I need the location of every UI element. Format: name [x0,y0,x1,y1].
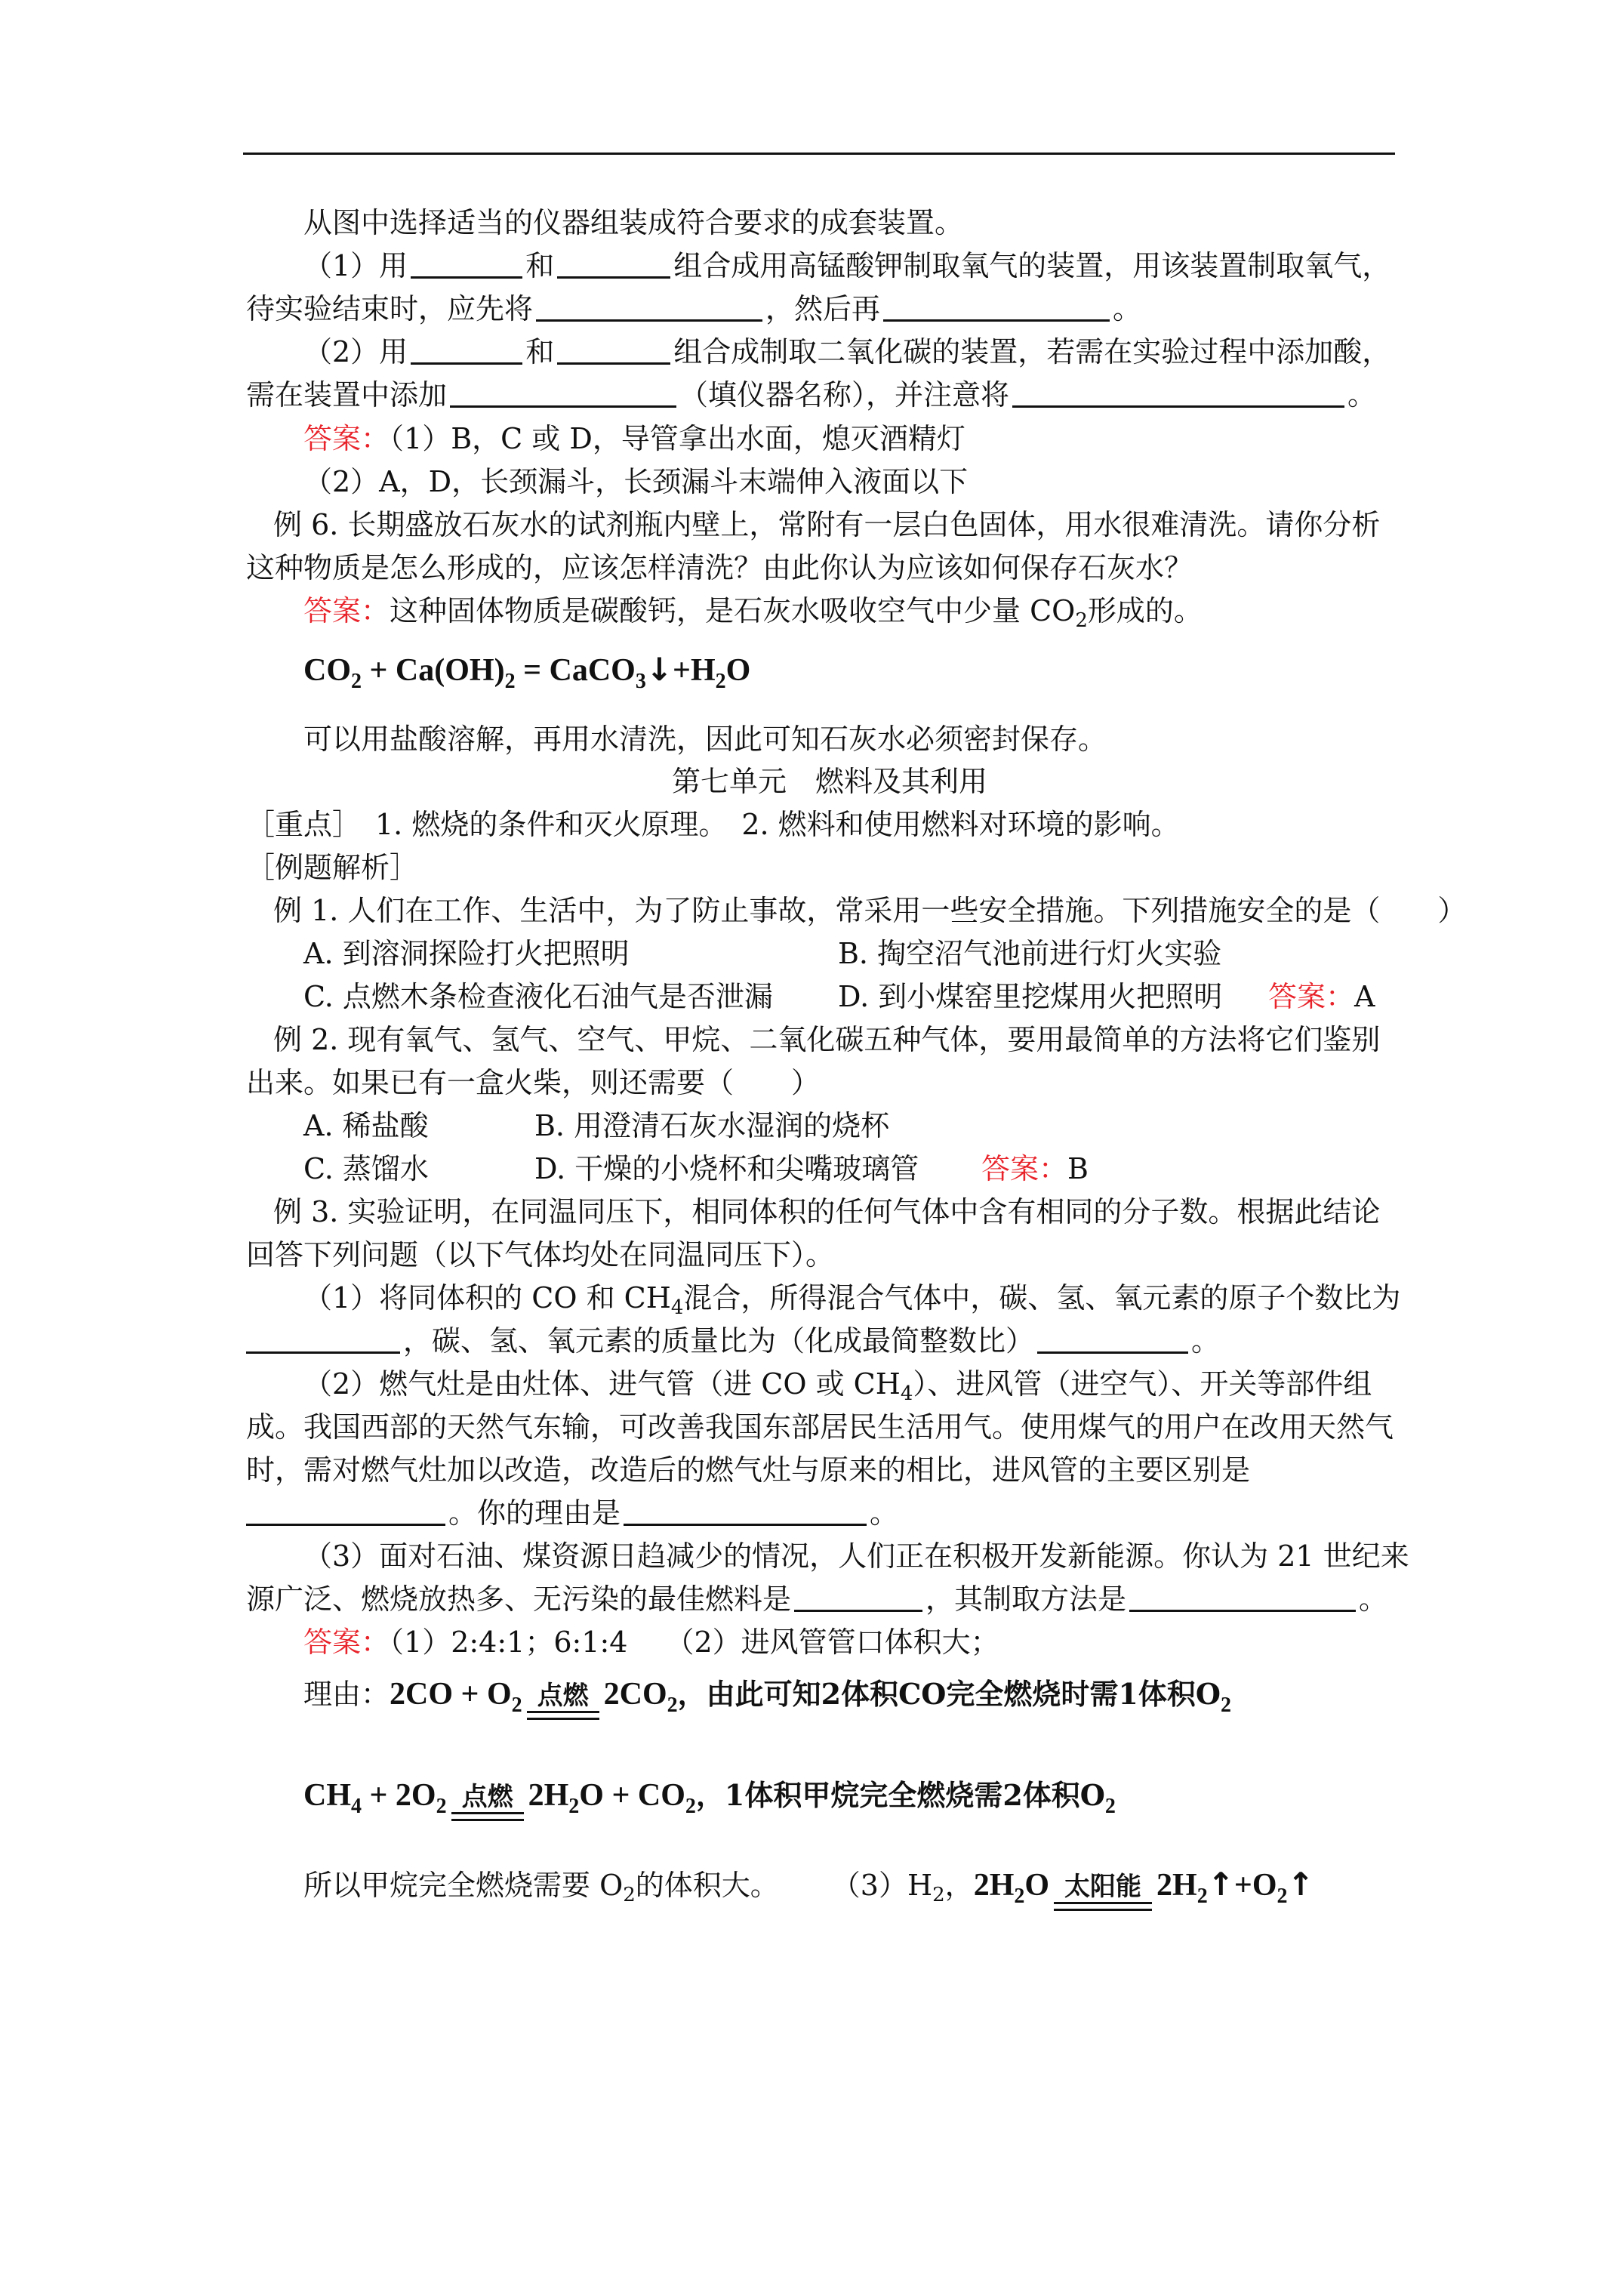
blank[interactable] [557,246,670,279]
q2-line2: 需在装置中添加 （填仪器名称），并注意将 。 [246,373,1376,417]
option-d: D. 干燥的小烧杯和尖嘴玻璃管 [534,1152,919,1185]
option-a: A. 到溶洞探险打火把照明 [303,937,630,970]
example-6-tail: 可以用盐酸溶解，再用水清洗，因此可知石灰水必须密封保存。 [303,723,1107,756]
option-c: C. 点燃木条检查液化石油气是否泄漏 [303,980,773,1013]
example-3-q2-line4: 。你的理由是 。 [246,1491,898,1535]
answer-line: （2）A，D，长颈漏斗，长颈漏斗末端伸入液面以下 [303,465,969,498]
example-3-line1: 例 3. 实验证明，在同温同压下，相同体积的任何气体中含有相同的分子数。根据此结论 [273,1195,1381,1228]
example-3-q1-line2: ，碳、氢、氧元素的质量比为（化成最简整数比） 。 [246,1319,1220,1363]
blank[interactable] [794,1579,922,1612]
reaction-condition: 太阳能 [1054,1872,1152,1922]
example-3-q2-line2: 成。我国西部的天然气东输，可改善我国东部居民生活用气。使用煤气的用户在改用天然气 [246,1410,1394,1444]
example-3-q1-line1: （1）将同体积的 CO 和 $CH_4$混合，所得混合气体中，碳、氢、氧元素的原子个数比为 [303,1281,1401,1319]
equals-bar [527,1711,599,1720]
blank[interactable] [411,246,522,279]
equals-bar [1054,1902,1152,1911]
example-3-q3-line2: 源广泛、燃烧放热多、无污染的最佳燃料是 ，其制取方法是 。 [246,1577,1387,1621]
answer-line: 答案：A [1268,980,1375,1013]
option-b: B. 用澄清石灰水湿润的烧杯 [534,1109,890,1142]
key-points: ［重点］ 1. 燃烧的条件和灭火原理。 2. 燃料和使用燃料对环境的影响。 [246,808,1180,841]
example-2-line2: 出来。如果已有一盒火柴，则还需要（ ） [246,1066,821,1099]
equals-bar [451,1812,524,1821]
blank[interactable] [624,1493,867,1526]
blank[interactable] [246,1493,445,1526]
blank[interactable] [557,332,670,365]
option-c: C. 蒸馏水 [303,1152,429,1185]
reason-equation-1: 理由：$2CO + O_2$ 点燃 $2CO_2$，由此可知2体积CO完全燃烧时需1体积$O_2$ [303,1657,1231,1732]
example-3-q2-line1: （2）燃气灶是由灶体、进气管（进 CO 或 $CH_4$）、进风管（进空气）、开关等部件组 [303,1367,1372,1405]
header-rule [243,153,1395,155]
unit-title: 第七单元 燃料及其利用 [672,765,988,798]
answer-line: 答案：（1）B，C 或 D，导管拿出水面，熄灭酒精灯 [303,422,965,455]
final-answer-line: 所以甲烷完全燃烧需要 $O_2$的体积大。 $(3)H_2$，$2H_2O$ 太阳能 $2H_2↑+O_2↑$ [303,1847,1314,1922]
example-3-q3-line1: （3）面对石油、煤资源日趋减少的情况，人们正在积极开发新能源。你认为 21 世纪来 [303,1539,1409,1573]
option-b: B. 掏空沼气池前进行灯火实验 [838,937,1222,970]
precipitate-arrow: ↓ [645,651,673,688]
intro-line: 从图中选择适当的仪器组装成符合要求的成套装置。 [303,206,964,239]
answer-line: 答案：这种固体物质是碳酸钙，是石灰水吸收空气中少量 $CO_2$形成的。 [303,594,1203,632]
blank[interactable] [1037,1321,1188,1354]
example-1-stem: 例 1. 人们在工作、生活中，为了防止事故，常采用一些安全措施。下列措施安全的是（ ） [273,894,1467,927]
q1-line2: 待实验结束时，应先将 ，然后再 。 [246,287,1141,331]
example-3-q2-line3: 时，需对燃气灶加以改造，改造后的燃气灶与原来的相比，进风管的主要区别是 [246,1453,1251,1487]
reaction-condition: 点燃 [527,1681,599,1730]
option-d: D. 到小煤窑里挖煤用火把照明 [838,980,1223,1013]
blank[interactable] [1129,1579,1356,1612]
answer-line: 答案：B [981,1152,1089,1185]
blank[interactable] [1012,375,1344,408]
chemical-equation: $CO_2 + Ca(OH)_2$ = $CaCO_3↓+H_2O$ [303,651,751,693]
answer-line: 答案：（1）2:4:1；6:1:4 （2）进风管管口体积大； [303,1626,999,1659]
blank[interactable] [411,332,522,365]
q2-line1: （2）用 和 组合成制取二氧化碳的装置，若需在实验过程中添加酸， [303,330,1390,374]
example-6-line1: 例 6. 长期盛放石灰水的试剂瓶内壁上，常附有一层白色固体，用水很难清洗。请你分析 [273,508,1381,541]
gas-arrow: ↑ [1287,1866,1314,1903]
example-2-line1: 例 2. 现有氧气、氢气、空气、甲烷、二氧化碳五种气体，要用最简单的方法将它们鉴别 [273,1023,1381,1056]
option-a: A. 稀盐酸 [303,1109,429,1142]
analysis-header: ［例题解析］ [246,851,419,884]
reaction-condition: 点燃 [451,1782,524,1832]
q1-line1: （1）用 和 组合成用高锰酸钾制取氧气的装置，用该装置制取氧气， [303,244,1390,288]
blank[interactable] [536,289,762,322]
blank[interactable] [883,289,1110,322]
example-6-line2: 这种物质是怎么形成的，应该怎样清洗？由此你认为应该如何保存石灰水？ [246,551,1193,584]
blank[interactable] [450,375,676,408]
gas-arrow: ↑ [1207,1866,1234,1903]
reason-equation-2: $CH_4 + 2O_2$ 点燃 $2H_2O + CO_2$，1体积甲烷完全燃烧需2体积$O_2$ [303,1758,1116,1833]
blank[interactable] [246,1321,400,1354]
example-3-line2: 回答下列问题（以下气体均处在同温同压下）。 [246,1238,835,1271]
